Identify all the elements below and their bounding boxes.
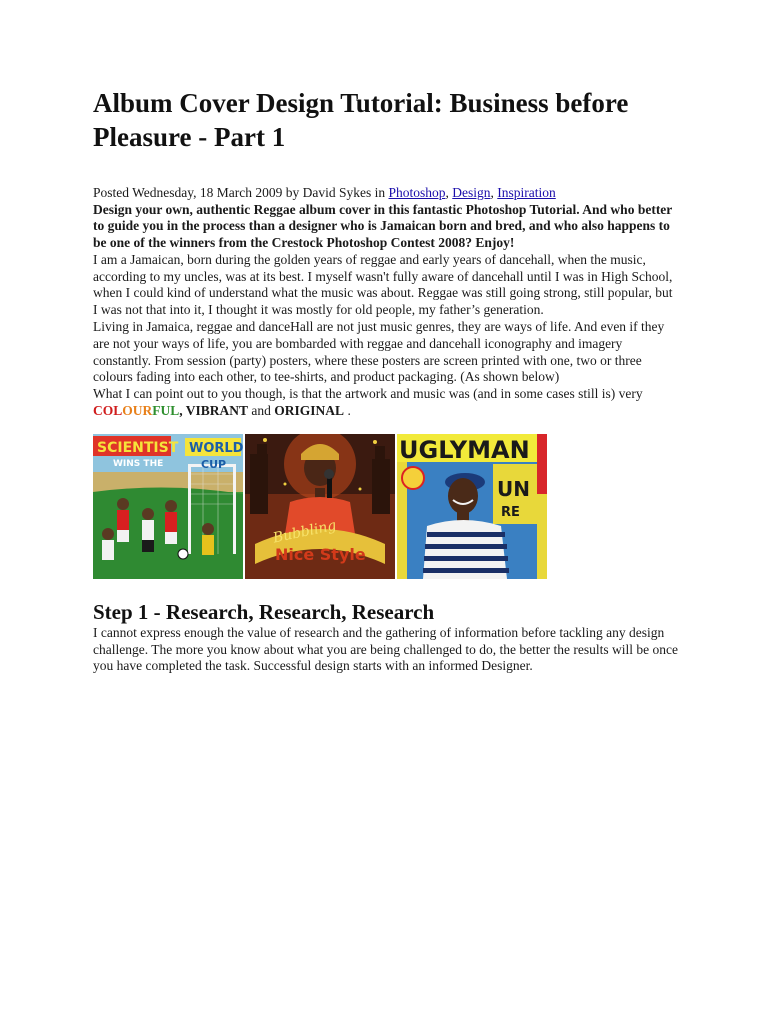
category-link-design[interactable]: Design: [452, 185, 491, 200]
step-1-heading: Step 1 - Research, Research, Research: [93, 599, 435, 624]
category-separator: ,: [445, 185, 453, 200]
paragraph-1: I am a Jamaican, born during the golden years of reggae and early years of dancehall, when the music, according to my uncles, was at its best. I myself wasn't fully aware of dancehall until I was in High School, when I could kind of understand what the music was about. Reggae was still going strong, still popular, but I was not that into it, I thought it was mostly for old people, my father’s generation.: [93, 251, 673, 318]
cover-1-title-sub: WINS THE: [113, 458, 164, 469]
article: [93, 86, 678, 675]
cover-3-sub: UN: [497, 476, 530, 501]
album-covers-strip: [93, 434, 548, 579]
album-cover-scientist-art: [93, 434, 243, 579]
category-link-inspiration[interactable]: Inspiration: [497, 185, 556, 200]
intro-paragraph: Design your own, authentic Reggae album cover in this fantastic Photoshop Tutorial. And who better to guide you in the process than a designer who is Jamaican born and bred, and who also happens to be one of the winners from the Crestock Photoshop Contest 2008? Enjoy!: [93, 201, 673, 251]
colourful-part-our: OUR: [122, 403, 153, 419]
colourful-part-ful: FUL: [152, 403, 180, 419]
cover-1-title-cup: CUP: [201, 457, 227, 471]
paragraph-3: [93, 386, 678, 420]
sentence-end: .: [344, 403, 351, 419]
article-title: Album Cover Design Tutorial: Business before Pleasure - Part 1: [93, 88, 629, 152]
vibrant-word: VIBRANT: [185, 403, 249, 419]
cover-2-script-2: Nice Style: [275, 544, 366, 564]
album-cover-singer: [245, 434, 395, 579]
cover-3-title: UGLYMAN: [399, 435, 530, 464]
category-link-photoshop[interactable]: Photoshop: [388, 185, 446, 200]
album-cover-uglyman: [397, 434, 547, 579]
paragraph-3-lead: What I can point out to you though, is that the artwork and music was (and in some cases still is) very: [93, 386, 643, 402]
step-1-body: I cannot express enough the value of research and the gathering of information before tackling any design challenge. The more you know about what you are being challenged to do, the better the results will be once you have completed the task. Successful design starts with an informed Designer.: [93, 624, 678, 674]
paragraph-2: Living in Jamaica, reggae and danceHall are not just music genres, they are ways of life. And even if they are not your ways of life, you are bombarded with reggae and dancehall iconography and imagery constantly. From session (party) posters, where these posters are screen printed with one, two or three colours fading into each other, to tee-shirts, and product packaging. (As shown below): [93, 319, 665, 385]
category-separator: ,: [490, 185, 498, 200]
album-cover-scientist: [93, 434, 243, 579]
posted-info: Posted Wednesday, 18 March 2009 by David Sykes in: [93, 185, 389, 200]
colourful-part-col: COL: [93, 403, 123, 419]
comma-separator: ,: [179, 403, 186, 419]
cover-3-sub2: RE: [501, 504, 520, 520]
cover-2-script: Bubbling: [271, 517, 338, 547]
album-cover-uglyman-art: [397, 434, 547, 579]
cover-1-title-left: SCIENTIST: [97, 439, 179, 456]
and-word: and: [248, 403, 275, 419]
post-meta: [93, 185, 678, 319]
original-word: ORIGINAL: [274, 403, 345, 419]
cover-1-title-right: WORLD: [189, 440, 243, 456]
album-cover-singer-art: [245, 434, 395, 579]
